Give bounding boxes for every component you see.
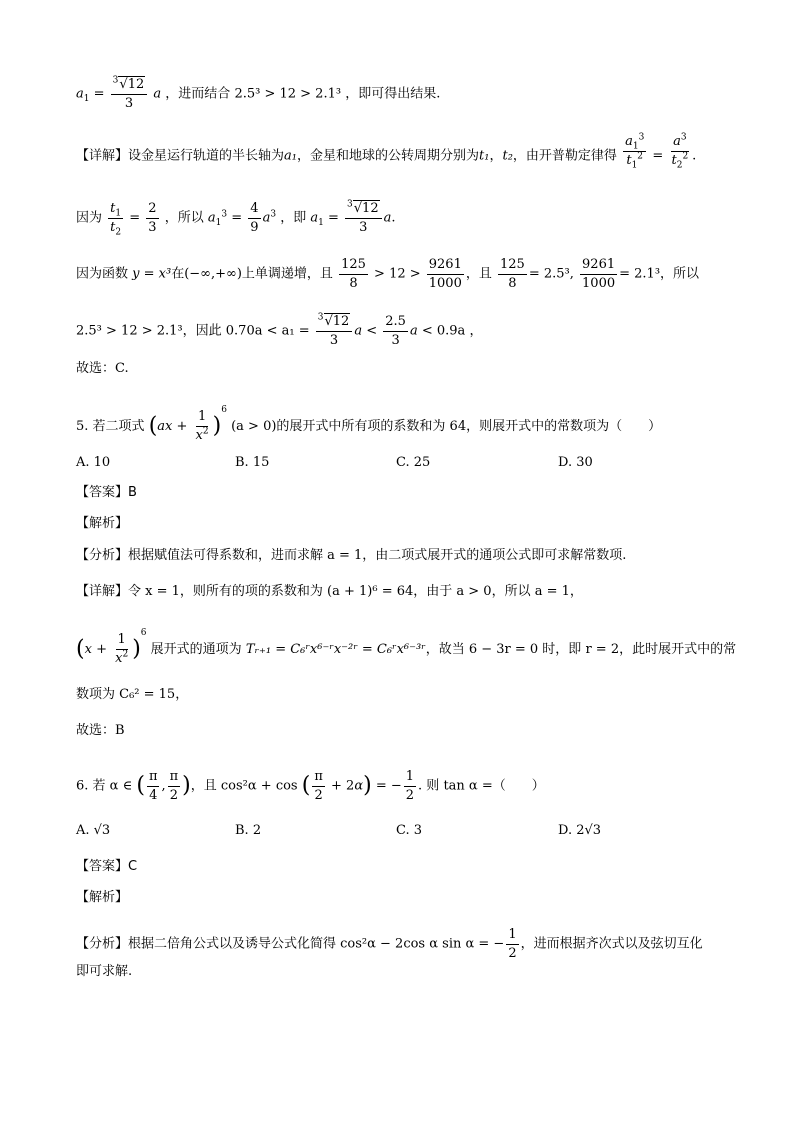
inequality: 2.5³ > 12 > 2.1³ xyxy=(76,323,183,339)
text: 在(−∞,+∞)上单调递增，且 xyxy=(171,266,333,282)
line-because-ratio: 因为 $\frac{t_1}{t_2}$ = $\frac{2}{3}$ ，所以 $a_1^3$ = $\frac{4}{9}$ $a^3$ ，即 $a_1$ = $\frac{^3√12}{3}$ a. xyxy=(76,199,396,238)
text: 因为函数 xyxy=(76,266,129,282)
question-text: 的展开式中所有项的系数和为 64，则展开式中的常数项为（ ） xyxy=(276,419,662,434)
text: ，由开普勒定律得 xyxy=(512,148,617,164)
choice-line: 故选：C. xyxy=(76,361,129,376)
text: ， xyxy=(489,148,503,164)
option-b: B. 15 xyxy=(235,455,270,470)
text: ，故当 6 − 3r = 0 时，即 r = 2，此时展开式中的常 xyxy=(425,642,737,657)
question-number: 6. 若 α ∈ xyxy=(76,778,133,794)
inequality: 2.5³ > 12 > 2.1³ xyxy=(234,86,342,102)
detail-5a: 【详解】令 x = 1，则所有的项的系数和为 (a + 1)⁶ = 64，由于 a > 0，所以 a = 1， xyxy=(76,584,583,599)
option-d: D. 2√3 xyxy=(558,823,602,838)
text: ，所以 xyxy=(164,210,204,226)
text: 设金星运行轨道的半长轴为 xyxy=(128,148,285,164)
text: 因为 xyxy=(76,210,103,226)
general-term: Tᵣ₊₁ = C₆ʳx⁶⁻ʳx⁻²ʳ = C₆ʳx⁶⁻³ʳ xyxy=(245,642,426,657)
var-a: a xyxy=(153,86,162,102)
equation: = 2.5³, xyxy=(528,266,574,282)
function: y = x³ xyxy=(132,266,172,282)
option-a: A. √3 xyxy=(76,823,111,838)
option-b: B. 2 xyxy=(235,823,262,838)
question-6: 6. 若 α ∈ ( $\frac{\pi}{4}$ , $\frac{\pi}{2}$ )，且 cos²α + cos ( $\frac{\pi}{2}$ + 2α) = − $\frac{1}{2}$ . 则 tan α =（ ） xyxy=(76,769,545,803)
analysis-6a: 【分析】根据二倍角公式以及诱导公式化简得 cos²α − 2cos α sin α = − $\frac{1}{2}$ ，进而根据齐次式以及弦切互化 xyxy=(76,927,703,961)
text: 【分析】根据二倍角公式以及诱导公式化简得 cos²α − 2cos α sin α = − xyxy=(76,936,505,952)
detail-tag: 【详解】 xyxy=(76,148,129,164)
analysis-heading-5: 【解析】 xyxy=(76,516,129,531)
text: ，进而结合 xyxy=(165,86,231,102)
choice-5: 故选：B xyxy=(76,723,125,738)
text: 展开式的通项为 xyxy=(150,642,242,657)
var: t₁ xyxy=(479,148,490,164)
text: ，即 xyxy=(280,210,307,226)
question-5: 5. 若二项式 (ax + $\frac{1}{x^2}$ )$^6$ (a > 0)的展开式中所有项的系数和为 64，则展开式中的常数项为（ ） xyxy=(76,405,662,443)
line-detail-kepler: 【详解】设金星运行轨道的半长轴为a₁，金星和地球的公转周期分别为t₁，t₂，由开普勒定律得 $\frac{a_1^3}{t_1^2}$ = $\frac{a^3}{t_2^2}$ . xyxy=(76,132,697,171)
var: a₁ xyxy=(284,148,297,164)
option-a: A. 10 xyxy=(76,455,111,470)
text: ，因此 0.70a < a₁ = xyxy=(182,323,310,339)
text: ，且 cos²α + cos xyxy=(190,778,298,794)
answer-6: 【答案】C xyxy=(76,859,138,874)
var: t₂ xyxy=(502,148,513,164)
line-therefore: 2.5³ > 12 > 2.1³，因此 0.70a < a₁ = $\frac{^3√12}{3}$ a < $\frac{2.5}{3}$ a < 0.9a ， xyxy=(76,312,483,348)
detail-5b: (x + $\frac{1}{x^2}$ )$^6$ 展开式的通项为 Tᵣ₊₁ = C₆ʳx⁶⁻ʳx⁻²ʳ = C₆ʳx⁶⁻³ʳ，故当 6 − 3r = 0 时，即 r = 2，此时展开式中的常 xyxy=(76,628,737,666)
analysis-6b: 即可求解. xyxy=(76,964,133,979)
equation: = 2.1³ xyxy=(619,266,661,282)
text: ，所以 xyxy=(660,266,700,282)
option-d: D. 30 xyxy=(558,455,593,470)
text: ，且 xyxy=(465,266,492,282)
text: ，即可得出结果. xyxy=(345,86,441,102)
condition: (a > 0) xyxy=(231,419,277,434)
text: = − xyxy=(375,778,402,794)
text: ，金星和地球的公转周期分别为 xyxy=(297,148,480,164)
line-monotone: 因为函数 y = x³在(−∞,+∞)上单调递增，且 $\frac{125}{8}$ > 12 > $\frac{9261}{1000}$ ，且 $\frac{125}{8}$ = 2.5³, $\frac{9261}{1000}$ = 2.1³，所以 xyxy=(76,257,700,291)
answer-5: 【答案】B xyxy=(76,485,137,500)
analysis-5: 【分析】根据赋值法可得系数和，进而求解 a = 1，由二项式展开式的通项公式即可求解常数项. xyxy=(76,548,627,563)
option-c: C. 3 xyxy=(396,823,423,838)
text: < 0.9a ， xyxy=(421,323,483,339)
analysis-heading-6: 【解析】 xyxy=(76,890,129,905)
text: . 则 tan α =（ ） xyxy=(418,778,545,794)
question-number: 5. 若二项式 xyxy=(76,419,145,434)
detail-5c: 数项为 C₆² = 15， xyxy=(76,687,189,702)
text: ，进而根据齐次式以及弦切互化 xyxy=(520,936,703,952)
line-a1-result: $a_1$ = $\frac{^3√12}{3}$ a ，进而结合 2.5³ > 12 > 2.1³ ，即可得出结果. xyxy=(76,75,441,111)
option-c: C. 25 xyxy=(396,455,431,470)
